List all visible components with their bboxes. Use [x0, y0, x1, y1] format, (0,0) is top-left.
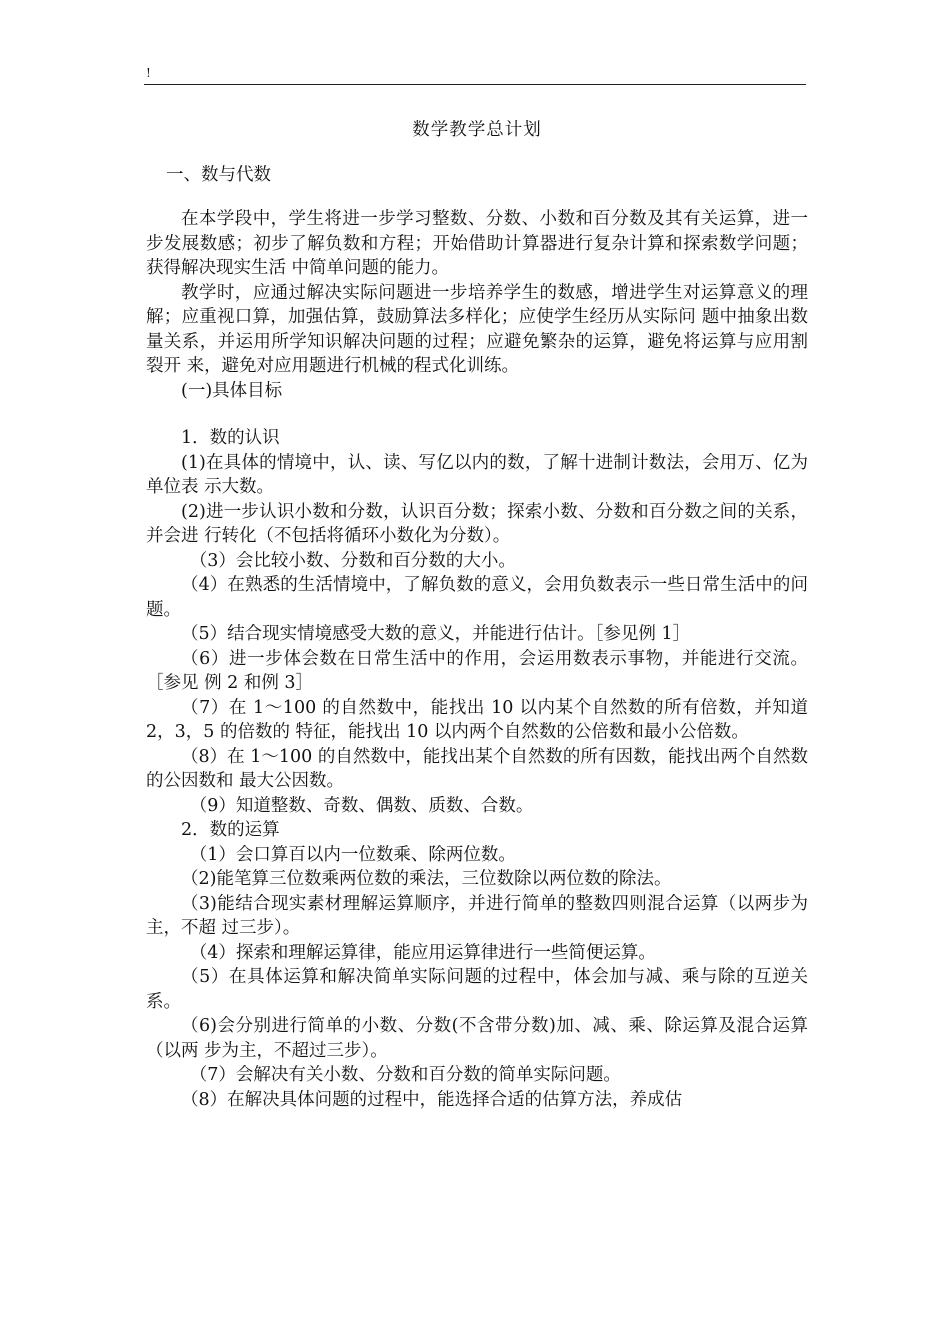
- list-item: （7）在 1～100 的自然数中，能找出 10 以内某个自然数的所有倍数，并知道 2，3，5 的倍数的 特征，能找出 10 以内两个自然数的公倍数和最小公倍数。: [146, 697, 808, 742]
- list-item: （5）结合现实情境感受大数的意义，并能进行估计。［参见例 1］: [181, 624, 691, 644]
- list-item: （8）在 1～100 的自然数中，能找出某个自然数的所有因数，能找出两个自然数的公因数和 最大公因数。: [146, 746, 808, 791]
- section-heading: 一、数与代数: [166, 164, 271, 185]
- list-item: (1)在具体的情境中，认、读、写亿以内的数，了解十进制计数法，会用万、亿为单位表 示大数。: [146, 452, 808, 497]
- paragraph: 教学时，应通过解决实际问题进一步培养学生的数感，增进学生对运算意义的理解；应重视口算，加强估算，鼓励算法多样化；应使学生经历从实际问 题中抽象出数量关系，并运用所学知识解决问题的过程；应避免繁杂的运算，避免将运算与应用割裂开 来，避免对应用题进行机械的程式化训练。: [146, 282, 808, 376]
- list-item: （8）在解决具体问题的过程中，能选择合适的估算方法，养成估: [181, 1089, 683, 1110]
- subsection-heading: (一)具体目标: [181, 380, 283, 401]
- list-item: （5）在具体运算和解决简单实际问题的过程中，体会加与减、乘与除的互逆关系。: [146, 967, 808, 1012]
- topic-heading: 2．数的运算: [181, 820, 280, 840]
- list-item: （1）会口算百以内一位数乘、除两位数。: [189, 844, 516, 865]
- list-item: （2)能笔算三位数乘两位数的乘法，三位数除以两位数的除法。: [181, 869, 672, 889]
- list-item: （6）进一步体会数在日常生活中的作用，会运用数表示事物，并能进行交流。［参见 例 2 和例 3］: [146, 648, 808, 693]
- header-mark: !: [146, 66, 151, 80]
- list-item: （9）知道整数、奇数、偶数、质数、合数。: [189, 795, 534, 816]
- header-rule: [144, 84, 806, 85]
- list-item: （3）会比较小数、分数和百分数的大小。: [189, 550, 516, 571]
- paragraph: 在本学段中，学生将进一步学习整数、分数、小数和百分数及其有关运算，进一步发展数感；初步了解负数和方程；开始借助计算器进行复杂计算和探索数学问题；获得解决现实生活 中简单问题的能力。: [146, 209, 808, 278]
- topic-heading: 1．数的认识: [181, 428, 280, 448]
- list-item: （6)会分别进行简单的小数、分数(不含带分数)加、减、乘、除运算及混合运算（以两 步为主，不超过三步）。: [146, 1016, 808, 1061]
- document-title: 数学教学总计划: [412, 120, 542, 140]
- list-item: (2)进一步认识小数和分数，认识百分数；探索小数、分数和百分数之间的关系，并会进 行转化（不包括将循环小数化为分数）。: [146, 501, 808, 546]
- list-item: （4）在熟悉的生活情境中，了解负数的意义，会用负数表示一些日常生活中的问题。: [146, 575, 808, 620]
- list-item: （3)能结合现实素材理解运算顺序，并进行简单的整数四则混合运算（以两步为主，不超 过三步）。: [146, 893, 808, 938]
- list-item: （4）探索和理解运算律，能应用运算律进行一些简便运算。: [189, 942, 656, 963]
- document-body: [146, 118, 808, 1112]
- list-item: （7）会解决有关小数、分数和百分数的简单实际问题。: [189, 1065, 621, 1085]
